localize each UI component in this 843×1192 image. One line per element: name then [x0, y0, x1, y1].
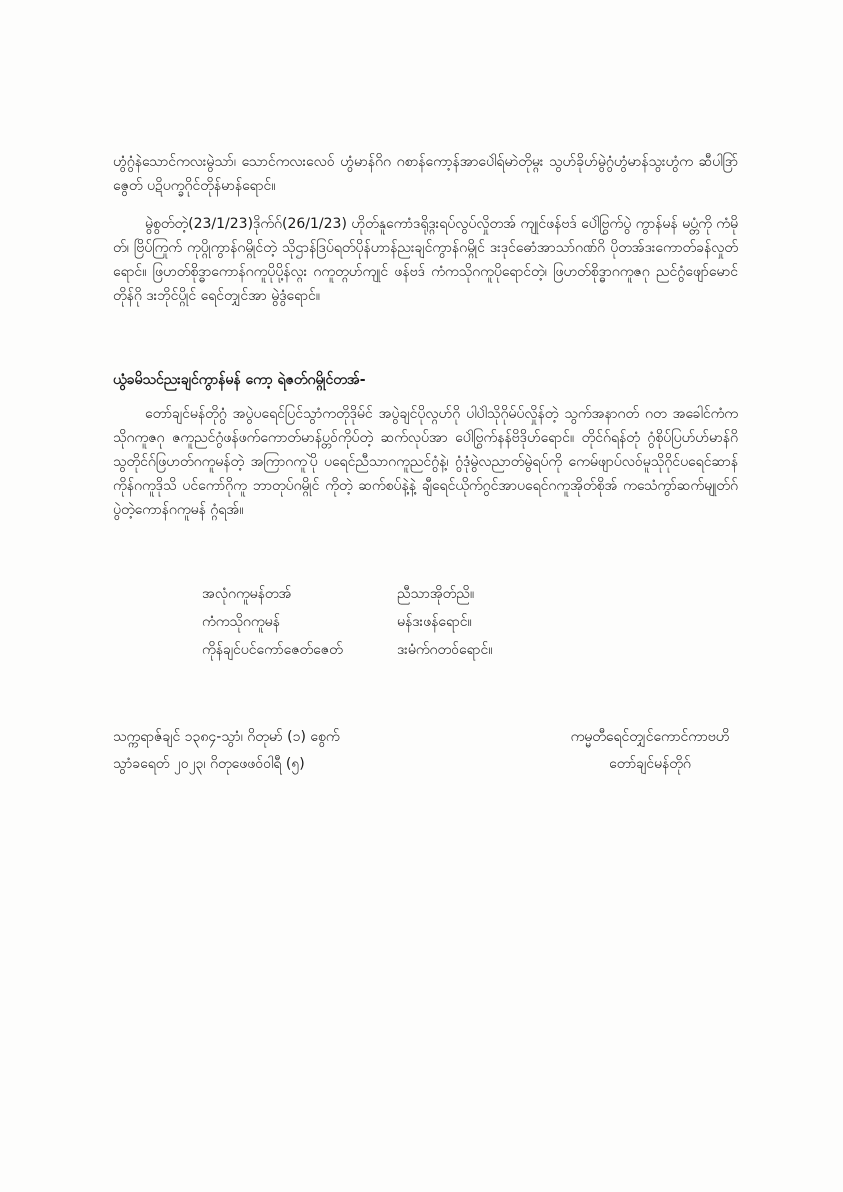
- signatory-role: ကိုန်ချင်ပင်ကော်ဇေတ်ဇေတ်: [202, 642, 343, 658]
- signatory-list: [202, 580, 597, 664]
- signatory-role: အလုံဂကူမန်တအ်: [202, 586, 292, 602]
- signatory-role: ကံကသိုဂကူမန်: [202, 614, 280, 630]
- section-heading: ယွံခမိသင်ညးချင်ကွာန်မန် ကော့ ရဲဇတ်ဂမ္ဂိုင်တအ်-: [113, 372, 366, 388]
- signatory-name: ညီသာအိုတ်ညိ။: [397, 586, 475, 602]
- organization-name: ကမ္မတီရေင်တျှင်ကောင်ကာဗဟိ: [570, 729, 730, 745]
- signatory-name: မန်ဒးဖန်ရောင်။: [397, 614, 472, 630]
- paragraph-intro: ဟွံဂွံနဲသောင်ကလးမွဲသာ်၊ သောင်ကလးလေဝ် ဟွံမာန်ဂိဂ ဂစာန်ကော့န်အာပေါဲရ်မာဲတိုမ္ဂး သွဟ်ခိုဟ်မွဲဂွံဟွံမာန်သွးဟွံက ဆီပါဒြာ်ဇွေတ် ပဍိပက္ခဂိုင်တိုန်မာန်ရောင်။: [113, 154, 738, 194]
- organization-subtitle: တော်ချင်မန်တိုဂ်: [609, 756, 691, 772]
- signatory-row: [202, 608, 597, 636]
- paragraph-appeal: တော်ချင်မန်တိုဂွံ အပွဲပရေင်ပြင်သွာံကတိုဒိုမ်င် အပွဲချင်ပိုလ္ဂဟ်ဂို ပါပါဲသိုဂိုမ်ပ်လှိုန်တဲ့ သွက်အနာဂတ် ဂတ အခေါင်ကံကသိုဂကူဇဂု ဇကူညင်ဂွံဖန်ဖက်ကောတ်မာန်ပ္တဝ်ကိုပ်တဲ့ ဆက်လုပ်အာ ပေါဲဗြွက်နန်ဗိဒိုဟ်ရောင်။ တိုင်ဂ်ရန်တုံ ဂွံစိုပ်ပြဟ်ဟ်မာန်ဂိ သွတိုင်ဂ်ဖြဟတ်ဂကူမန်တဲ့ အကြာဂကူပိုဲ ပရေင်ညီသာဂကူညင်ဂွံနဲ့၊ ဂွံဒုံမွဲလညာတ်မွဲရပ်ကို ကေမ်ဖျာပ်လဝ်မူသိုဂိုင်ပရေင်ဆာန်ကိုန်ဂကူဒိုသိ ပင်ကော်ဂိုကူ ဘာတုပ်ဂမ္ဂိုင် ကိုတဲ့ ဆက်စပ်နဲ့နဲ့ ချီရေင်ယိုက်ဂွင်အာပရေင်ဂကူအိုတ်စိုအ် ကသေံကွာ်ဆက်မျုတ်ဂ် ပွဲတဲ့ကောန်ဂကူမန် ဂ္ဂံရအ်။: [113, 406, 738, 518]
- paragraph-events: မွဲစွတ်တဲ့(23/1/23)ဒိုက်ဂ်(26/1/23) ဟိုတ်နူကောံဒရိုဒ္ဂးရပ်လွပ်လှိုတအ် ကျုင်ဖန်ဗဒ် ပေါဲဗြွက်ပွဲ ကွာန်မန် မပ္တံကို ကံမိုတ်၊ ဗြိပ်ကြုက် ကုပ္ဂိုကွာန်ဂမ္ဂိုင်တဲ့ သိုဌာန်ဒြပ်ရတ်ပိုန်ဟာန်ညးချင်ကွာန်ဂမ္ဂိုင် ဒးဒုင်ဓောံအာသာ်ဂဏ်ဂိ ပိုတအ်ဒးကောတ်ခန်လှုတ်ရောင်။ ဖြဟတ်စိုဒ္ဓာကောန်ဂကူပိုပို့န်လ္ဂး ဂကူတ္ဂဟ်ကျုင် ဖန်ဗဒ် ကံကသိုဂကူပိုရောင်တဲ့၊ ဖြဟတ်စိုဒ္ဓာဂကူဇဂု ညင်ဂွံဖျော်မောင်တိုန်ဂို ဒးဘိုင်ပ္ဂိုင် ရေင်တျှင်အာ မွဲဒွံရောင်။: [113, 216, 738, 304]
- signatory-row: [202, 580, 597, 608]
- date-line-mon-era: သက္ကရာဇ်ချင် ၁၃၈၄-သွာံ၊ ဂိတုမာ် (၁) စွေက်: [113, 729, 340, 745]
- issuing-organization: [540, 724, 760, 778]
- date-block: [113, 724, 340, 778]
- signatory-row: [202, 636, 597, 664]
- date-line-gregorian: သွာံခရေတ် ၂၀၂၃၊ ဂိတုဖေဖဝ်ဝါရီ (၅): [113, 756, 305, 772]
- signatory-name: ဒးမံက်ဂတဝ်ရောင်။: [397, 642, 493, 658]
